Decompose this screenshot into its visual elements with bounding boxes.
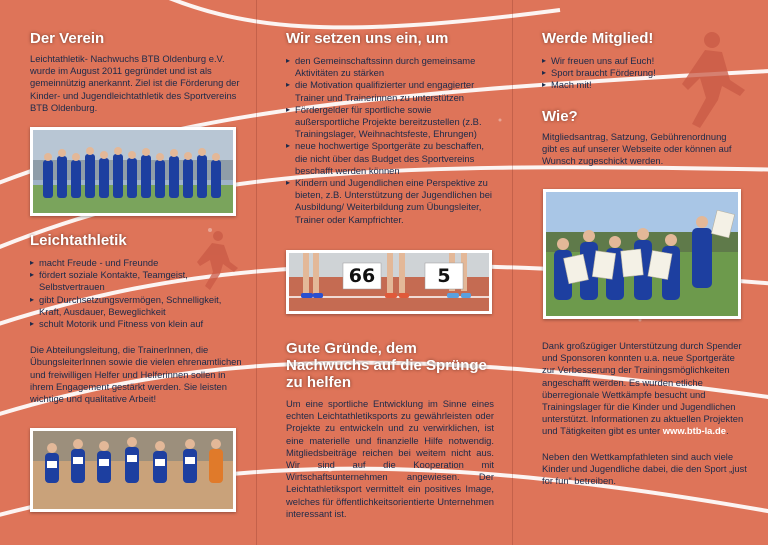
membership-list [542,55,722,92]
section-text: Um eine sportliche Entwicklung im Sinne eines echten Leichtathletiksports zu gewährleisten oder Projekte zu entwickeln und zu verwirklichen, ist eine materielle und finanzielle Hilfe notwendig. Mitgliedsbeiträge reichen bei weitem nicht aus. Wir sind auf die Kooperation mit Wirtschaftsunternehmen angewiesen. Der Leichtathletiksport vermittelt ein positives Image, welches für öffentlichkeitsorientierte Unternehmen interessant ist. [286,398,494,519]
section-gruende [286,340,494,520]
certificates-photo [543,189,741,319]
section-text: Leichtathletik- Nachwuchs BTB Oldenburg e.V. wurde im August 2011 gegründet und ist als gemeinnützig anerkannt. Ziel ist die Förderung der Kinder- und Jugendleichtathletik des Sportvereins BTB Oldenburg. [30,53,240,113]
list-item: ▸ Kindern und Jugendlichen eine Perspektive zu bieten, z.B. Unterstützung der Jugendlichen bei Ausbildung/ Weiterbildung zum Übungsleiter, Trainer oder Kampfrichter. [286,177,494,226]
dank-text: Dank großzügiger Unterstützung durch Spender und Sponsoren konnten u.a. neue Sportgeräte zur Verbesserung der Trainingsmöglichkeiten angeschafft werden. Es wurden etliche überregionale Wettkämpfe besucht und Trainingslager für die Kinder und Jugendlichen unterstützt. Informationen zu aktuellen Projekten und Tätigkeiten gibt es unter [542,340,744,437]
list-item: ▸ den Gemeinschaftssinn durch gemeinsame Aktivitäten zu stärken [286,55,494,79]
bib-number: 66 [348,265,376,287]
list-item: ▸ macht Freude - und Freunde [30,257,245,269]
section-mitglied [542,30,722,92]
column-right [512,0,768,545]
section-title: Wie? [542,108,578,125]
benefits-list [30,257,245,330]
section-text [542,340,747,438]
team-photo [30,127,236,216]
section-title: Leichtathletik [30,232,127,249]
list-item: ▸ schult Motorik und Fitness von klein auf [30,318,245,330]
list-item: ▸ gibt Durchsetzungsvermögen, Schnelligkeit, Kraft, Ausdauer, Beweglichkeit [30,294,245,318]
column-middle [256,0,512,545]
website-link[interactable]: www.btb-la.de [662,425,726,437]
section-einsatz [286,30,494,226]
list-item: ▸ Sport braucht Förderung! [542,67,722,79]
list-item: ▸ Mach mit! [542,79,722,91]
list-item: ▸ fördert soziale Kontakte, Teamgeist, Selbstvertrauen [30,269,245,293]
race-photo [30,428,236,512]
section-leichtathletik [30,232,245,405]
list-item: ▸ Wir freuen uns auf Euch! [542,55,722,67]
section-title: Wir setzen uns ein, um [286,30,449,47]
section-title: Werde Mitglied! [542,30,654,47]
section-verein [30,30,245,114]
punctuation: . [725,425,729,437]
section-text: Die Abteilungsleitung, die TrainerInnen, die ÜbungsleiterInnen sowie die vielen ehrenamtlichen und freiwilligen Helfer und Helferinnen sollen in ihrem Engagement gestärkt werden. Sie leisten wichtige und qualitative Arbeit! [30,344,242,405]
section-title: Der Verein [30,30,105,47]
column-left [0,0,256,545]
section-text: Mitgliedsantrag, Satzung, Gebührenordnung gibt es auf unserer Webseite oder können auf Wunsch zugeschickt werden. [542,131,732,167]
list-item: ▸ neue hochwertige Sportgeräte zu beschaffen, die nicht über das Budget des Sportvereins beschafft werden können [286,140,494,177]
section-dank [542,340,747,487]
section-title: Gute Gründe, dem Nachwuchs auf die Sprünge zu helfen [286,340,487,391]
bib-number: 5 [437,265,451,287]
section-text-2: Neben den Wettkampfathleten sind auch viele Kinder und Jugendliche dabei, die den Sport „just for fun“ betreiben. [542,450,747,487]
goals-list [286,55,494,226]
section-wie [542,108,742,168]
list-item: ▸ Fördergelder für sportliche sowie außersportliche Projekte bereitzustellen (z.B. Trainingslager, Weihnachtsfeste, Ehrungen) [286,104,494,141]
list-item: ▸ die Motivation qualifizierter und engagierter Trainer und Trainerinnen zu unterstützen [286,79,494,103]
starting-line-photo [286,250,492,314]
